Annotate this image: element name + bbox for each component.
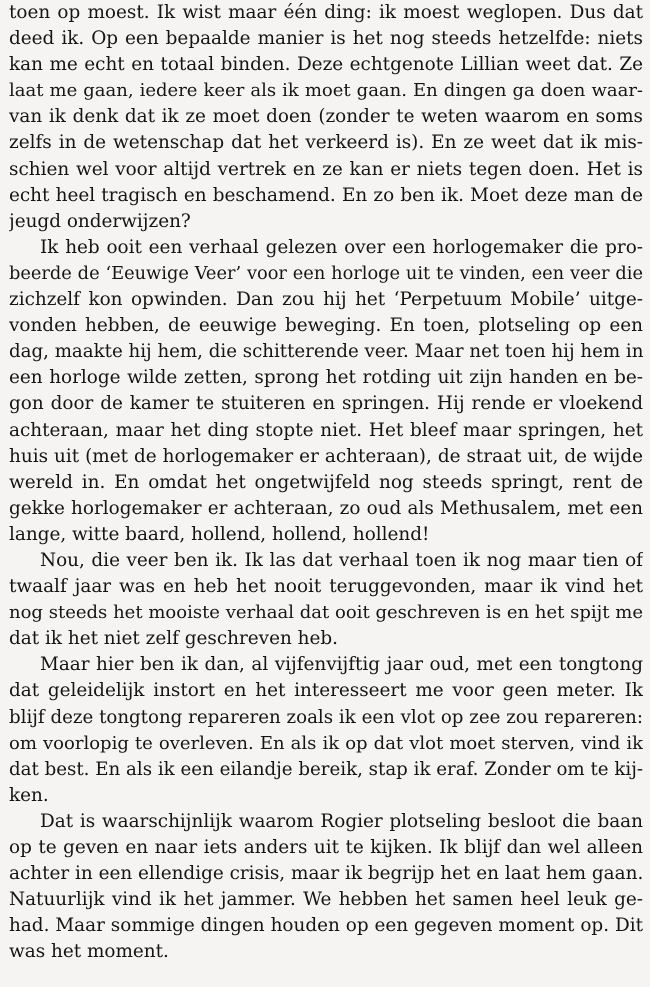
paragraph bbox=[9, 0, 643, 235]
text-line: blijf deze tongtong repareren zoals ik een vlot op zee zou repareren: bbox=[9, 706, 643, 728]
text-line: gon door de kamer te stuiteren en springen. Hij rende er vloekend bbox=[9, 393, 643, 415]
text-line: vonden hebben, de eeuwige beweging. En toen, plotseling op een bbox=[9, 315, 643, 337]
text-line: van ik denk dat ik ze moet doen (zonder te weten waarom en soms bbox=[9, 106, 643, 128]
text-line: jeugd onderwijzen? bbox=[9, 210, 191, 232]
text-line: achteraan, maar het ding stopte niet. Het bleef maar springen, het bbox=[9, 419, 643, 441]
text-line: Natuurlijk vind ik het jammer. We hebben het samen heel leuk ge- bbox=[9, 889, 643, 911]
text-line: huis uit (met de horlogemaker er achteraan), de straat uit, de wijde bbox=[9, 445, 643, 467]
text-line: achter in een ellendige crisis, maar ik begrijp het en laat hem gaan. bbox=[9, 863, 643, 885]
text-line: zelfs in de wetenschap dat het verkeerd is). En ze weet dat ik mis- bbox=[9, 132, 643, 154]
text-line: lange, witte baard, hollend, hollend, hollend! bbox=[9, 523, 430, 545]
paragraph bbox=[9, 235, 643, 548]
paragraph bbox=[9, 548, 643, 652]
text-line: Nou, die veer ben ik. Ik las dat verhaal toen ik nog maar tien of bbox=[40, 549, 643, 571]
text-line: beerde de ‘Eeuwige Veer’ voor een horloge uit te vinden, een veer die bbox=[9, 262, 643, 284]
text-line: Dat is waarschijnlijk waarom Rogier plotseling besloot die baan bbox=[40, 810, 643, 832]
paragraph bbox=[9, 809, 643, 966]
text-line: nog steeds het mooiste verhaal dat ooit geschreven is en het spijt me bbox=[9, 602, 643, 624]
text-line: ken. bbox=[9, 784, 49, 806]
text-line: dat geleidelijk instort en het interesseert me voor geen meter. Ik bbox=[9, 680, 643, 702]
paragraph bbox=[9, 652, 643, 809]
text-line: laat me gaan, iedere keer als ik moet gaan. En dingen ga doen waar- bbox=[9, 80, 643, 102]
text-line: was het moment. bbox=[9, 941, 169, 963]
text-line: om voorlopig te overleven. En als ik op dat vlot moet sterven, vind ik bbox=[9, 732, 643, 754]
text-line: dat best. En als ik een eilandje bereik, stap ik eraf. Zonder om te kij- bbox=[9, 758, 643, 780]
text-line: dat ik het niet zelf geschreven heb. bbox=[9, 628, 338, 650]
text-line: schien wel voor altijd vertrek en ze kan er niets tegen doen. Het is bbox=[9, 158, 643, 180]
text-line: Maar hier ben ik dan, al vijfenvijftig jaar oud, met een tongtong bbox=[40, 654, 643, 676]
text-line: kan me echt en totaal binden. Deze echtgenote Lillian weet dat. Ze bbox=[9, 54, 643, 76]
text-line: toen op moest. Ik wist maar één ding: ik moest weglopen. Dus dat bbox=[9, 2, 643, 23]
text-line: dag, maakte hij hem, die schitterende veer. Maar net toen hij hem in bbox=[9, 341, 643, 363]
text-line: een horloge wilde zetten, sprong het rotding uit zijn handen en be- bbox=[9, 367, 643, 389]
text-line: Ik heb ooit een verhaal gelezen over een horlogemaker die pro- bbox=[40, 236, 643, 258]
text-line: wereld in. En omdat het ongetwijfeld nog steeds springt, rent de bbox=[9, 471, 643, 493]
text-line: deed ik. Op een bepaalde manier is het nog steeds hetzelfde: niets bbox=[9, 28, 643, 50]
text-line: had. Maar sommige dingen houden op een gegeven moment op. Dit bbox=[9, 915, 643, 937]
text-line: twaalf jaar was en heb het nooit teruggevonden, maar ik vind het bbox=[9, 576, 643, 598]
text-line: op te geven en naar iets anders uit te kijken. Ik blijf dan wel alleen bbox=[9, 837, 643, 858]
text-line: echt heel tragisch en beschamend. En zo ben ik. Moet deze man de bbox=[9, 184, 643, 206]
body-text bbox=[9, 0, 643, 965]
text-line: gekke horlogemaker er achteraan, zo oud als Methusalem, met een bbox=[9, 497, 643, 519]
text-line: zichzelf kon opwinden. Dan zou hij het ‘Perpetuum Mobile’ uitge- bbox=[9, 289, 643, 311]
